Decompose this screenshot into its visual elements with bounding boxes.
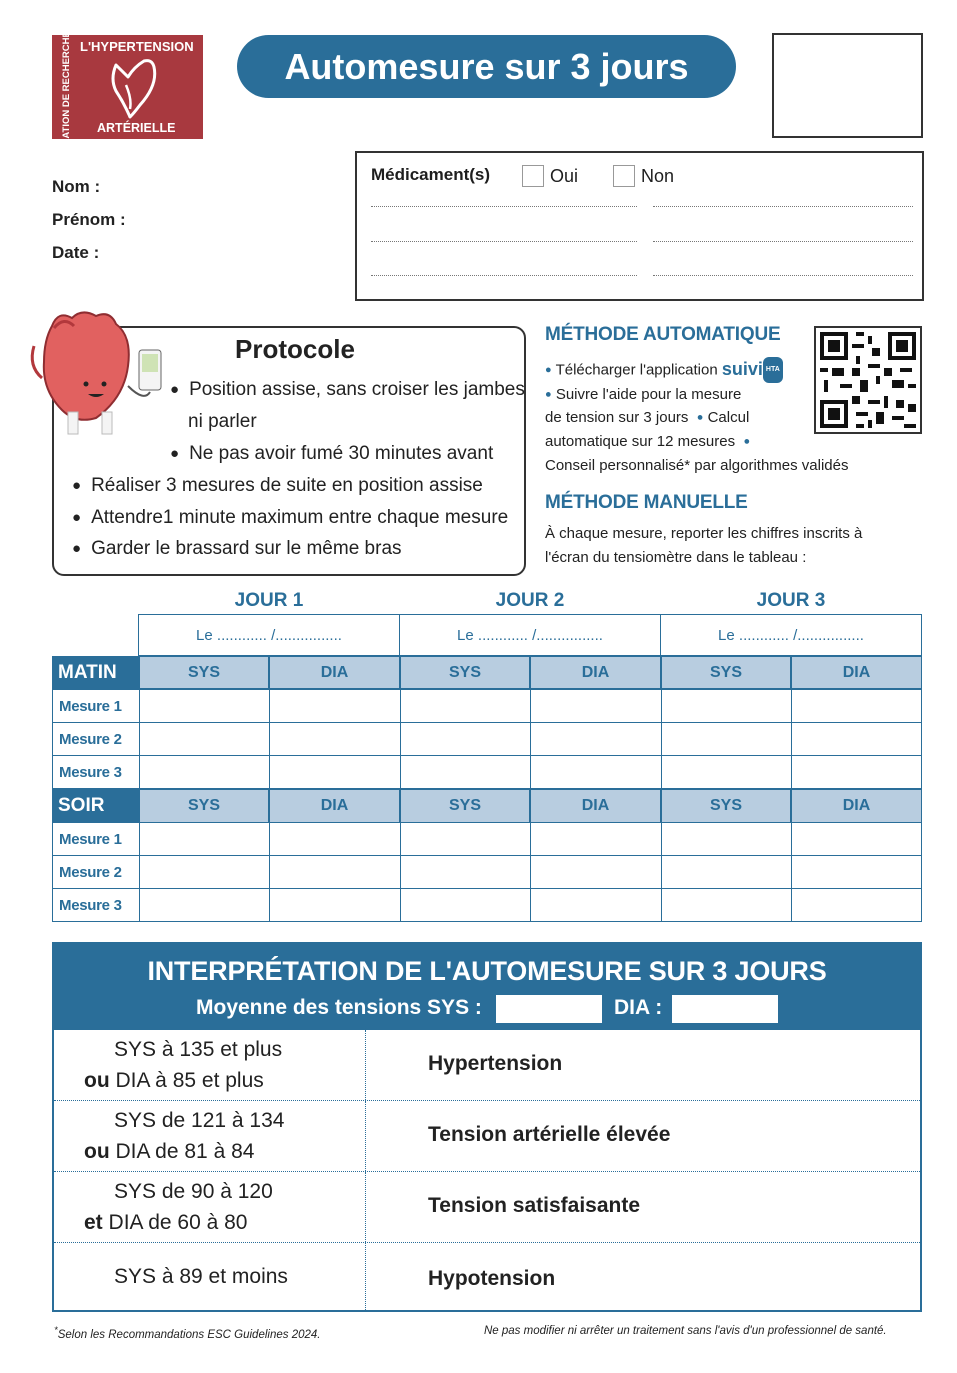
manual-method-text: À chaque mesure, reporter les chiffres inscrits à l'écran du tensiomètre dans le tableau : (545, 525, 863, 566)
protocol-item: ● Position assise, sans croiser les jambes (170, 379, 525, 400)
medication-label: Médicament(s) (371, 165, 491, 184)
measurement-table (52, 614, 922, 922)
matin-jour-3-sys-mesure-2-cell[interactable] (661, 722, 792, 756)
matin-jour-2-sys-mesure-1-cell[interactable] (400, 689, 531, 723)
condition-line: SYS à 135 et plus (114, 1038, 283, 1061)
soir-jour-3-sys-mesure-2-cell[interactable] (661, 855, 792, 889)
soir-mesure-1-label: Mesure 1 (52, 822, 140, 856)
soir-mesure-2-label: Mesure 2 (52, 855, 140, 889)
matin-jour-3-dia-mesure-2-cell[interactable] (791, 722, 922, 756)
interpretation-title: INTERPRÉTATION DE L'AUTOMESURE SUR 3 JOURS (147, 956, 827, 986)
medication-line[interactable] (653, 206, 913, 207)
logo-vertical-text: FONDATION DE RECHERCHE SUR (61, 8, 72, 166)
soir-jour-2-sys-mesure-1-cell[interactable] (400, 822, 531, 856)
soir-jour-2-dia-mesure-1-cell[interactable] (530, 822, 662, 856)
non-checkbox[interactable] (613, 165, 674, 187)
verdict-hypertension: Hypertension (428, 1052, 563, 1075)
verdict-hypotension: Hypotension (428, 1267, 556, 1290)
foundation-logo (52, 8, 203, 166)
protocol-title: Protocole (235, 334, 355, 364)
soir-jour-2-dia-mesure-3-cell[interactable] (530, 888, 662, 922)
medication-line[interactable] (653, 241, 913, 242)
medication-line[interactable] (653, 275, 913, 276)
auto-method-text: ● Télécharger l'application suivi HTA ● Suivre l'aide pour la mesure de tension sur 3 jours ● Calcul automatique sur 12 mesures ● Conseil personnalisé* par algorithmes validés (545, 358, 849, 474)
average-label: Moyenne des tensions SYS : (196, 996, 482, 1019)
verdict-elevated: Tension artérielle élevée (428, 1123, 671, 1146)
sys-header: SYS (139, 656, 269, 689)
matin-header: MATIN (52, 656, 139, 689)
soir-jour-1-sys-mesure-1-cell[interactable] (139, 822, 270, 856)
soir-jour-1-dia-mesure-2-cell[interactable] (269, 855, 401, 889)
prenom-label: Prénom : (52, 210, 126, 229)
heart-logo-icon (106, 55, 162, 123)
sys-header: SYS (400, 656, 530, 689)
condition-line: ou DIA de 81 à 84 (84, 1140, 255, 1163)
page-title: Automesure sur 3 jours (237, 35, 736, 98)
soir-mesure-3-label: Mesure 3 (52, 888, 140, 922)
matin-jour-1-dia-mesure-2-cell[interactable] (269, 722, 401, 756)
medication-box (355, 151, 924, 301)
condition-line: SYS de 121 à 134 (114, 1109, 285, 1132)
soir-jour-2-sys-mesure-2-cell[interactable] (400, 855, 531, 889)
manual-method-title: MÉTHODE MANUELLE (545, 492, 748, 513)
sys-header: SYS (400, 789, 530, 823)
soir-header: SOIR (52, 789, 139, 823)
matin-jour-3-sys-mesure-1-cell[interactable] (661, 689, 792, 723)
dia-average-field[interactable] (672, 995, 778, 1023)
sys-header: SYS (661, 656, 791, 689)
interpretation-box (52, 942, 922, 1312)
logo-bottom-text: ARTÉRIELLE (97, 121, 176, 135)
matin-jour-1-sys-mesure-1-cell[interactable] (139, 689, 270, 723)
medication-line[interactable] (371, 206, 637, 207)
medication-line[interactable] (371, 241, 637, 242)
matin-mesure-3-label: Mesure 3 (52, 755, 140, 789)
heart-mascot-icon (24, 306, 174, 451)
stamp-box (772, 33, 923, 138)
soir-jour-3-sys-mesure-1-cell[interactable] (661, 822, 792, 856)
matin-jour-1-sys-mesure-3-cell[interactable] (139, 755, 270, 789)
interpretation-row (54, 1243, 920, 1310)
soir-jour-1-sys-mesure-3-cell[interactable] (139, 888, 270, 922)
auto-method-title: MÉTHODE AUTOMATIQUE (545, 324, 781, 345)
sys-average-field[interactable] (496, 995, 602, 1023)
soir-jour-3-dia-mesure-1-cell[interactable] (791, 822, 922, 856)
date-field: Le ............ /................ (196, 626, 342, 644)
matin-jour-1-dia-mesure-1-cell[interactable] (269, 689, 401, 723)
date-field: Le ............ /................ (718, 626, 864, 644)
footnote-left: *Selon les Recommandations ESC Guidelines 2024. (54, 1325, 321, 1341)
interpretation-row (54, 1030, 920, 1101)
sys-header: SYS (139, 789, 269, 823)
oui-label: Oui (550, 165, 579, 186)
checkbox-square (522, 165, 544, 187)
condition-line: et DIA de 60 à 80 (84, 1211, 248, 1234)
soir-jour-1-sys-mesure-2-cell[interactable] (139, 855, 270, 889)
nom-label: Nom : (52, 177, 101, 196)
condition-line: SYS à 89 et moins (114, 1265, 288, 1288)
soir-jour-1-dia-mesure-1-cell[interactable] (269, 822, 401, 856)
non-label: Non (641, 165, 675, 186)
condition-line: ou DIA à 85 et plus (84, 1069, 264, 1092)
checkbox-square (613, 165, 635, 187)
condition-line: SYS de 90 à 120 (114, 1180, 273, 1203)
oui-checkbox[interactable] (522, 165, 578, 187)
interpretation-header (54, 944, 920, 1030)
jour-1-label: JOUR 1 (234, 590, 304, 611)
suivi-app-name: suivi HTA (722, 359, 783, 379)
soir-jour-2-dia-mesure-2-cell[interactable] (530, 855, 662, 889)
matin-jour-2-sys-mesure-2-cell[interactable] (400, 722, 531, 756)
medication-line[interactable] (371, 275, 637, 276)
dia-header: DIA (791, 789, 922, 823)
matin-jour-3-dia-mesure-1-cell[interactable] (791, 689, 922, 723)
soir-jour-1-dia-mesure-3-cell[interactable] (269, 888, 401, 922)
protocol-item: ● Réaliser 3 mesures de suite en position assise (72, 475, 483, 496)
matin-jour-2-dia-mesure-3-cell[interactable] (530, 755, 662, 789)
dia-average-label: DIA : (614, 996, 663, 1019)
jour-2-label: JOUR 2 (495, 590, 565, 611)
protocol-item: ● Attendre1 minute maximum entre chaque mesure (72, 507, 509, 528)
dia-header: DIA (791, 656, 922, 689)
matin-jour-1-dia-mesure-3-cell[interactable] (269, 755, 401, 789)
dia-header: DIA (530, 789, 661, 823)
date-label: Date : (52, 243, 100, 262)
protocol-item: ● Garder le brassard sur le même bras (72, 538, 402, 559)
jour-3-label: JOUR 3 (756, 590, 826, 611)
interpretation-row (54, 1172, 920, 1243)
verdict-satisfactory: Tension satisfaisante (428, 1194, 641, 1217)
matin-jour-2-sys-mesure-3-cell[interactable] (400, 755, 531, 789)
matin-mesure-2-label: Mesure 2 (52, 722, 140, 756)
dia-header: DIA (269, 656, 400, 689)
dia-header: DIA (530, 656, 661, 689)
soir-jour-3-sys-mesure-3-cell[interactable] (661, 888, 792, 922)
date-field: Le ............ /................ (457, 626, 603, 644)
matin-mesure-1-label: Mesure 1 (52, 689, 140, 723)
dia-header: DIA (269, 789, 400, 823)
soir-jour-3-dia-mesure-3-cell[interactable] (791, 888, 922, 922)
protocol-item: ● Ne pas avoir fumé 30 minutes avant (170, 443, 494, 464)
matin-jour-1-sys-mesure-2-cell[interactable] (139, 722, 270, 756)
matin-jour-3-sys-mesure-3-cell[interactable] (661, 755, 792, 789)
qr-code-icon[interactable] (814, 326, 922, 434)
logo-top-text: L'HYPERTENSION (80, 39, 194, 54)
soir-jour-3-dia-mesure-2-cell[interactable] (791, 855, 922, 889)
matin-jour-2-dia-mesure-2-cell[interactable] (530, 722, 662, 756)
footnote-right: Ne pas modifier ni arrêter un traitement sans l'avis d'un professionnel de santé. (484, 1325, 887, 1337)
interpretation-row (54, 1101, 920, 1172)
matin-jour-3-dia-mesure-3-cell[interactable] (791, 755, 922, 789)
sys-header: SYS (661, 789, 791, 823)
matin-jour-2-dia-mesure-1-cell[interactable] (530, 689, 662, 723)
soir-jour-2-sys-mesure-3-cell[interactable] (400, 888, 531, 922)
protocol-item: ni parler (188, 411, 257, 432)
